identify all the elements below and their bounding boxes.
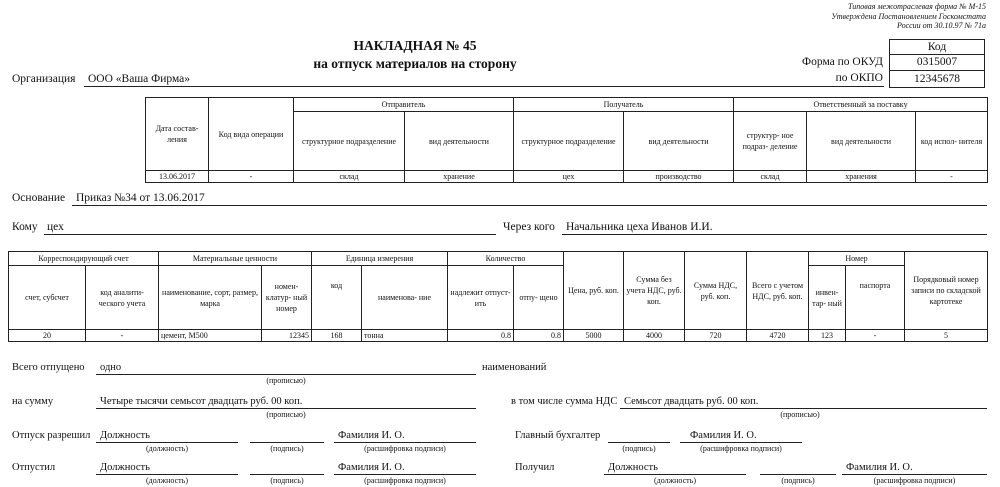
total-value: одно: [100, 362, 122, 373]
to-label: Кому: [12, 221, 38, 233]
chief-name: Фамилия И. О.: [690, 430, 757, 441]
top-info-table: [145, 97, 988, 183]
released-position-hint: (должность): [146, 476, 188, 485]
vat-underline: [620, 408, 987, 409]
org-value: ООО «Ваша Фирма»: [88, 73, 191, 85]
cell-sender-activity: хранение: [405, 171, 514, 183]
basis-underline: [72, 205, 987, 206]
cell-receiver-activity: производство: [624, 171, 734, 183]
released-name-line: [334, 474, 476, 475]
hdr-unit: Единица измерения: [312, 252, 448, 266]
okpo-value: 12345678: [889, 71, 985, 88]
col-passport: паспорта: [846, 266, 905, 330]
col-opcode: Код вида операции: [209, 98, 294, 171]
col-resp-code: код испол- нителя: [916, 112, 988, 171]
chief-label: Главный бухгалтер: [515, 430, 601, 441]
chief-sign-line: [608, 442, 670, 443]
cell-account: 20: [9, 330, 86, 342]
released-position-line: [96, 474, 238, 475]
cell-inventory: 123: [809, 330, 846, 342]
basis-label: Основание: [12, 192, 66, 204]
col-receiver-struct: структурное подразделение: [514, 112, 624, 171]
allowed-sign-hint: (подпись): [270, 444, 304, 453]
col-analytic: код аналити- ческого учета: [86, 266, 159, 330]
received-name-line: [842, 474, 987, 475]
okud-value: 0315007: [889, 55, 985, 71]
table-row: [9, 330, 988, 342]
received-name-hint: (расшифровка подписи): [873, 476, 956, 485]
received-label: Получил: [515, 462, 555, 473]
col-name: наименование, сорт, размер, марка: [159, 266, 262, 330]
hdr-sender: Отправитель: [294, 98, 514, 112]
allowed-position-hint: (должность): [146, 444, 188, 453]
cell-sender-struct: склад: [294, 171, 405, 183]
via-underline: [562, 234, 987, 235]
materials-table: [8, 251, 988, 342]
cell-vat: 720: [685, 330, 747, 342]
sum-underline: [96, 408, 476, 409]
cell-issued: 0.8: [514, 330, 564, 342]
col-account: счет, субсчет: [9, 266, 86, 330]
allowed-name-line: [334, 442, 476, 443]
total-hint: (прописью): [266, 376, 306, 385]
received-position: Должность: [608, 462, 658, 473]
cell-resp-struct: склад: [734, 171, 807, 183]
col-total: Всего с учетом НДС, руб. коп.: [747, 252, 809, 330]
received-position-line: [604, 474, 746, 475]
cell-resp-code: -: [916, 171, 988, 183]
hdr-responsible: Ответственный за поставку: [734, 98, 988, 112]
col-receiver-activity: вид деятельности: [624, 112, 734, 171]
to-value: цех: [47, 221, 64, 233]
col-issued: отпу- щено: [514, 266, 564, 330]
hdr-receiver: Получатель: [514, 98, 734, 112]
col-due: надлежит отпуст- ить: [448, 266, 514, 330]
allowed-label: Отпуск разрешил: [12, 430, 91, 441]
cell-name: цемент, М500: [159, 330, 262, 342]
vat-hint: (прописью): [780, 410, 820, 419]
okpo-label: по ОКПО: [835, 72, 883, 84]
via-label: Через кого: [503, 221, 555, 233]
chief-name-hint: (расшифровка подписи): [700, 444, 782, 453]
total-suffix: наименований: [482, 362, 547, 373]
cell-resp-activity: хранения: [807, 171, 916, 183]
basis-value: Приказ №34 от 13.06.2017: [76, 192, 205, 204]
cell-date: 13.06.2017: [146, 171, 209, 183]
document-subtitle: на отпуск материалов на сторону: [313, 56, 517, 71]
cell-due: 0.8: [448, 330, 514, 342]
col-vat: Сумма НДС, руб. коп.: [685, 252, 747, 330]
allowed-name: Фамилия И. О.: [338, 430, 405, 441]
cell-sum-novat: 4000: [624, 330, 685, 342]
hdr-number: Номер: [809, 252, 905, 266]
allowed-position: Должность: [100, 430, 150, 441]
hdr-material: Материальные ценности: [159, 252, 312, 266]
col-unit-code: код: [312, 266, 362, 330]
cell-price: 5000: [564, 330, 624, 342]
okud-label: Форма по ОКУД: [802, 56, 883, 68]
total-label: Всего отпущено: [12, 362, 85, 373]
sum-label: на сумму: [12, 396, 54, 407]
released-position: Должность: [100, 462, 150, 473]
cell-unit-code: 168: [312, 330, 362, 342]
released-name-hint: (расшифровка подписи): [364, 476, 446, 485]
received-name: Фамилия И. О.: [846, 462, 913, 473]
received-sign-hint: (подпись): [781, 476, 815, 485]
col-resp-struct: структур- ное подраз- деление: [734, 112, 807, 171]
col-record: Порядковый номер записи по складской картотеке: [905, 252, 988, 330]
col-sender-struct: структурное подразделение: [294, 112, 405, 171]
cell-unit-name: тонна: [362, 330, 448, 342]
total-underline: [96, 374, 476, 375]
released-sign-hint: (подпись): [270, 476, 304, 485]
received-position-hint: (должность): [654, 476, 696, 485]
vat-label: в том числе сумма НДС: [511, 396, 618, 407]
allowed-name-hint: (расшифровка подписи): [364, 444, 446, 453]
col-unit-name: наименова- ние: [362, 266, 448, 330]
allowed-sign-line: [250, 442, 324, 443]
table-row: [146, 171, 988, 183]
allowed-position-line: [96, 442, 238, 443]
cell-nomen: 12345: [262, 330, 312, 342]
chief-name-line: [680, 442, 802, 443]
org-underline: [84, 86, 884, 87]
released-name: Фамилия И. О.: [338, 462, 405, 473]
col-price: Цена, руб. коп.: [564, 252, 624, 330]
col-sum-novat: Сумма без учета НДС, руб. коп.: [624, 252, 685, 330]
released-label: Отпустил: [12, 462, 56, 473]
col-date: Дата состав- ления: [146, 98, 209, 171]
hdr-qty: Количество: [448, 252, 564, 266]
to-underline: [44, 234, 496, 235]
col-inventory: инвен- тар- ный: [809, 266, 846, 330]
cell-record: 5: [905, 330, 988, 342]
released-sign-line: [250, 474, 324, 475]
cell-passport: -: [846, 330, 905, 342]
org-label: Организация: [12, 73, 76, 85]
col-sender-activity: вид деятельности: [405, 112, 514, 171]
col-nomen: номен- клатур- ный номер: [262, 266, 312, 330]
via-value: Начальника цеха Иванов И.И.: [566, 221, 713, 233]
cell-receiver-struct: цех: [514, 171, 624, 183]
sum-hint: (прописью): [266, 410, 306, 419]
cell-analytic: -: [86, 330, 159, 342]
form-type-note: Типовая межотраслевая форма № М-15 Утверждена Постановлением Госкомстата России от 30.10.97 № 71а: [831, 2, 986, 30]
cell-total: 4720: [747, 330, 809, 342]
received-sign-line: [760, 474, 836, 475]
col-resp-activity: вид деятельности: [807, 112, 916, 171]
chief-sign-hint: (подпись): [622, 444, 656, 453]
kod-header: Код: [889, 39, 985, 55]
vat-value: Семьсот двадцать руб. 00 коп.: [624, 396, 759, 407]
cell-opcode: -: [209, 171, 294, 183]
document-title: НАКЛАДНАЯ № 45: [353, 38, 477, 53]
sum-value: Четыре тысячи семьсот двадцать руб. 00 коп.: [100, 396, 303, 407]
hdr-account: Корреспондирующий счет: [9, 252, 159, 266]
